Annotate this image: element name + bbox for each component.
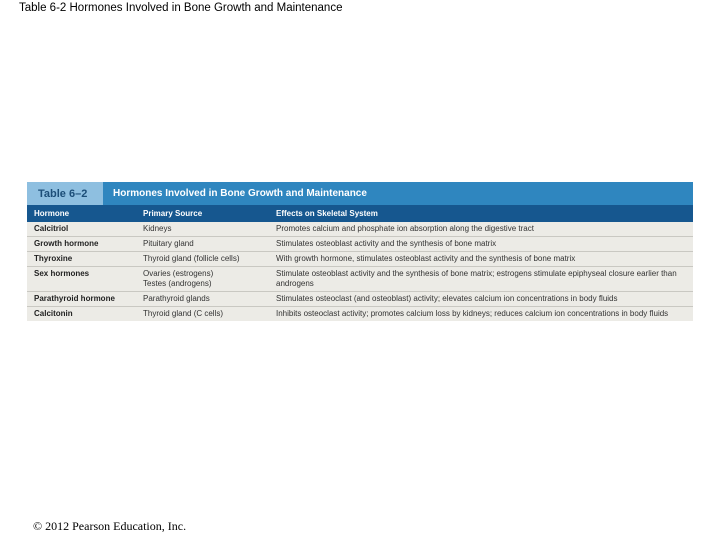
cell-source: Thyroid gland (follicle cells): [143, 254, 240, 263]
cell-effects: With growth hormone, stimulates osteoblast activity and the synthesis of bone matrix: [276, 254, 576, 263]
cell-source: Parathyroid glands: [143, 294, 210, 303]
cell-hormone: Growth hormone: [34, 239, 99, 248]
copyright-notice: © 2012 Pearson Education, Inc.: [33, 519, 187, 533]
table-row: [27, 237, 693, 252]
slide-title: Table 6-2 Hormones Involved in Bone Growth and Maintenance: [19, 2, 343, 14]
hormone-table: [27, 182, 693, 321]
column-header-source: Primary Source: [143, 208, 203, 218]
table-row: [27, 222, 693, 237]
column-header-hormone: Hormone: [34, 208, 70, 218]
cell-hormone: Sex hormones: [34, 269, 90, 278]
table-row: [27, 267, 693, 292]
table-row: [27, 292, 693, 307]
cell-source: Kidneys: [143, 224, 172, 233]
table-caption: Hormones Involved in Bone Growth and Maintenance: [113, 188, 367, 199]
table-row: [27, 307, 693, 321]
column-header-effects: Effects on Skeletal System: [276, 208, 378, 218]
table-header-bar: [27, 182, 693, 205]
cell-effects: Stimulates osteoblast activity and the synthesis of bone matrix: [276, 239, 497, 248]
cell-hormone: Thyroxine: [34, 254, 73, 263]
cell-hormone: Calcitonin: [34, 309, 73, 318]
cell-hormone: Parathyroid hormone: [34, 294, 115, 303]
column-headers: [27, 205, 693, 222]
cell-hormone: Calcitriol: [34, 224, 69, 233]
cell-source: Ovaries (estrogens) Testes (androgens): [143, 269, 214, 288]
cell-effects: Stimulate osteoblast activity and the synthesis of bone matrix; estrogens stimulate epiphyseal closure earlier than androgens: [276, 269, 677, 288]
cell-source: Pituitary gland: [143, 239, 194, 248]
cell-effects: Inhibits osteoclast activity; promotes calcium loss by kidneys; reduces calcium ion concentrations in body fluids: [276, 309, 669, 318]
cell-effects: Stimulates osteoclast (and osteoblast) activity; elevates calcium ion concentrations in body fluids: [276, 294, 618, 303]
cell-source: Thyroid gland (C cells): [143, 309, 224, 318]
cell-effects: Promotes calcium and phosphate ion absorption along the digestive tract: [276, 224, 534, 233]
table-number: Table 6–2: [27, 182, 103, 205]
table-row: [27, 252, 693, 267]
